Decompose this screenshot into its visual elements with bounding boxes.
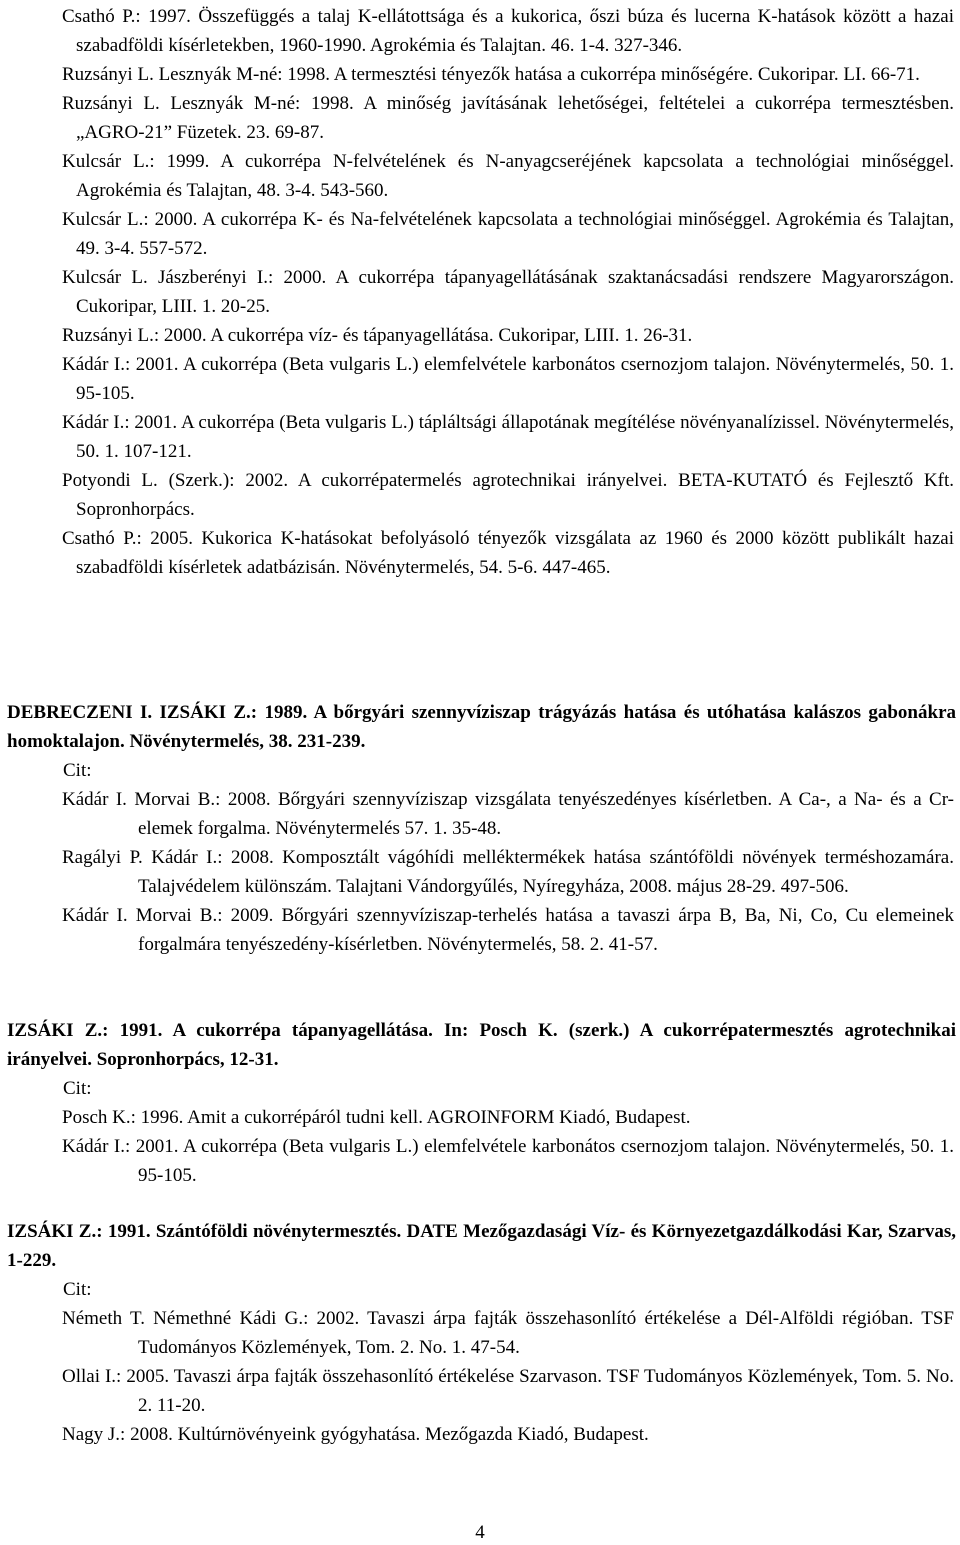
reference-entry: Potyondi L. (Szerk.): 2002. A cukorrépatermelés agrotechnikai irányelvei. BETA-KUTATÓ és Fejlesztő Kft. Sopronhorpács.: [62, 470, 954, 520]
reference-entry: Kulcsár L.: 2000. A cukorrépa K- és Na-felvételének kapcsolata a technológiai minőséggel. Agrokémia és Talajtan, 49. 3-4. 557-572.: [62, 209, 954, 259]
citation-entry: Ollai I.: 2005. Tavaszi árpa fajták összehasonlító értékelése Szarvason. TSF Tudományos Közlemények, Tom. 5. No. 2. 11-20.: [62, 1366, 954, 1416]
reference-entry: Kulcsár L.: 1999. A cukorrépa N-felvételének és N-anyagcseréjének kapcsolata a technológiai minőséggel. Agrokémia és Talajtan, 48. 3-4. 543-560.: [62, 151, 954, 201]
reference-entry: Ruzsányi L. Lesznyák M-né: 1998. A minőség javításának lehetőségei, feltételei a cukorrépa termesztésben. „AGRO-21” Füzetek. 23. 69-87.: [62, 93, 954, 143]
cit-label: Cit:: [63, 1279, 92, 1300]
publication-izsaki-1991-cukorrepa: [0, 1016, 960, 1190]
reference-entry: Csathó P.: 1997. Összefüggés a talaj K-ellátottsága és a kukorica, őszi búza és lucerna K-hatások között a hazai szabadföldi kísérletekben, 1960-1990. Agrokémia és Talajtan. 46. 1-4. 327-346.: [62, 6, 954, 56]
citation-entry: Ragályi P. Kádár I.: 2008. Komposztált vágóhídi melléktermékek hatása szántóföldi növények terméshozamára. Talajvédelem különszám. Talajtani Vándorgyűlés, Nyíregyháza, 2008. május 28-29. 497-506.: [62, 847, 954, 897]
reference-entry: Kulcsár L. Jászberényi I.: 2000. A cukorrépa tápanyagellátásának szaktanácsadási rendszere Magyarországon. Cukoripar, LIII. 1. 20-25.: [62, 267, 954, 317]
reference-entry: Kádár I.: 2001. A cukorrépa (Beta vulgaris L.) tápláltsági állapotának megítélése növényanalízissel. Növénytermelés, 50. 1. 107-121.: [62, 412, 954, 462]
citation-entry: Nagy J.: 2008. Kultúrnövényeink gyógyhatása. Mezőgazda Kiadó, Budapest.: [62, 1424, 649, 1445]
publication-izsaki-1991-szantofoldi: [0, 1217, 960, 1449]
reference-entry: Ruzsányi L. Lesznyák M-né: 1998. A termesztési tényezők hatása a cukorrépa minőségére. Cukoripar. LI. 66-71.: [62, 64, 920, 85]
citation-entry: Kádár I.: 2001. A cukorrépa (Beta vulgaris L.) elemfelvétele karbonátos csernozjom talajon. Növénytermelés, 50. 1. 95-105.: [62, 1136, 954, 1186]
publication-debreczeni-izsaki-1989: [0, 698, 960, 959]
publication-heading: DEBRECZENI I. IZSÁKI Z.: 1989. A bőrgyári szennyvíziszap trágyázás hatása és utóhatása kalászos gabonákra homoktalajon. Növénytermelés, 38. 231-239.: [7, 702, 956, 752]
cit-label: Cit:: [63, 1078, 92, 1099]
citation-entry: Kádár I. Morvai B.: 2008. Bőrgyári szennyvíziszap vizsgálata tenyészedényes kísérletben. A Ca-, a Na- és a Cr-elemek forgalma. Növénytermelés 57. 1. 35-48.: [62, 789, 954, 839]
citation-entry: Németh T. Némethné Kádi G.: 2002. Tavaszi árpa fajták összehasonlító értékelése a Dél-Alföldi régióban. TSF Tudományos Közlemények, Tom. 2. No. 1. 47-54.: [62, 1308, 954, 1358]
reference-entry: Ruzsányi L.: 2000. A cukorrépa víz- és tápanyagellátása. Cukoripar, LIII. 1. 26-31.: [62, 325, 693, 346]
reference-list-csatho-1997: [0, 2, 960, 582]
publication-heading: IZSÁKI Z.: 1991. A cukorrépa tápanyagellátása. In: Posch K. (szerk.) A cukorrépatermesztés agrotechnikai irányelvei. Sopronhorpács, 12-31.: [7, 1020, 956, 1070]
reference-entry: Kádár I.: 2001. A cukorrépa (Beta vulgaris L.) elemfelvétele karbonátos csernozjom talajon. Növénytermelés, 50. 1. 95-105.: [62, 354, 954, 404]
citation-entry: Kádár I. Morvai B.: 2009. Bőrgyári szennyvíziszap-terhelés hatása a tavaszi árpa B, Ba, Ni, Co, Cu elemeinek forgalmára tenyészedény-kísérletben. Növénytermelés, 58. 2. 41-57.: [62, 905, 954, 955]
reference-entry: Csathó P.: 2005. Kukorica K-hatásokat befolyásoló tényezők vizsgálata az 1960 és 2000 között publikált hazai szabadföldi kísérletek adatbázisán. Növénytermelés, 54. 5-6. 447-465.: [62, 528, 954, 578]
publication-heading: IZSÁKI Z.: 1991. Szántóföldi növénytermesztés. DATE Mezőgazdasági Víz- és Környezetgazdálkodási Kar, Szarvas, 1-229.: [7, 1221, 956, 1271]
citation-entry: Posch K.: 1996. Amit a cukorrépáról tudni kell. AGROINFORM Kiadó, Budapest.: [62, 1107, 691, 1128]
page-number: 4: [475, 1522, 485, 1543]
cit-label: Cit:: [63, 760, 92, 781]
